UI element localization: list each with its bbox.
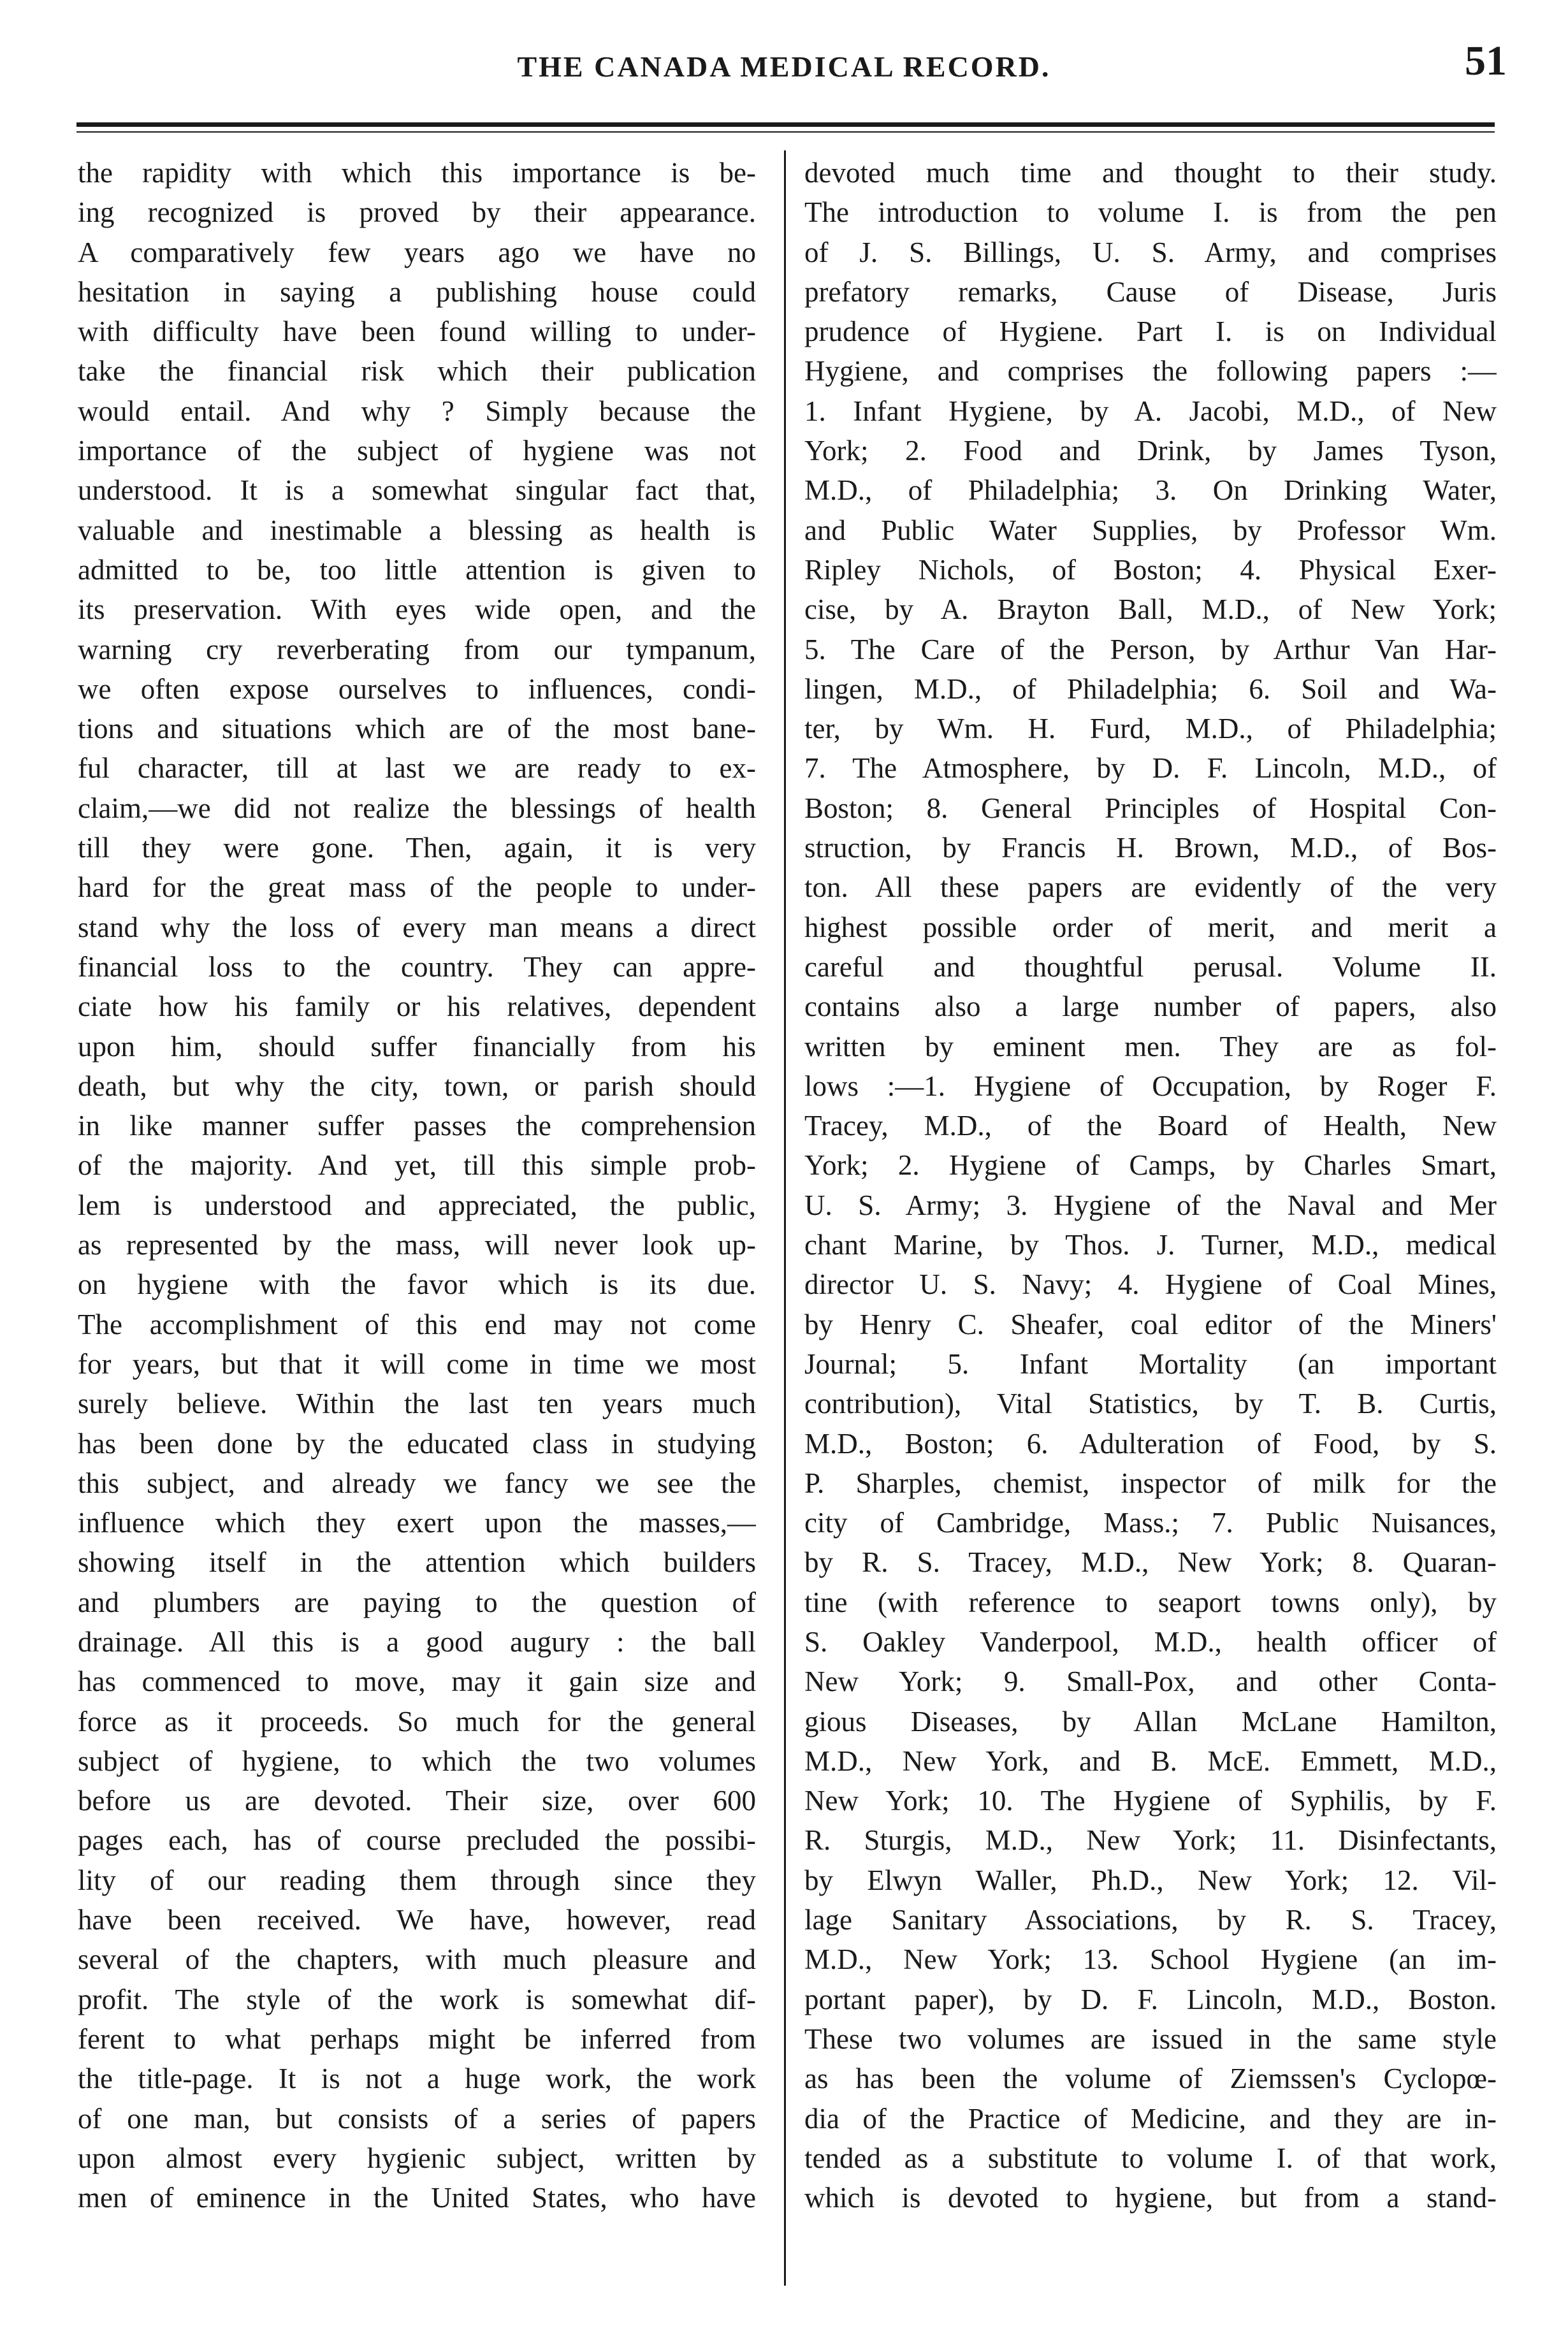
text-line: on hygiene with the favor which is its due. [78, 1268, 756, 1301]
text-line: financial loss to the country. They can appre- [78, 950, 756, 983]
text-line: 7. The Atmosphere, by D. F. Lincoln, M.D., of [804, 752, 1497, 785]
text-line: ferent to what perhaps might be inferred from [78, 2022, 756, 2055]
text-line: of one man, but consists of a series of papers [78, 2102, 756, 2135]
page-header [0, 0, 1568, 127]
column-divider [784, 150, 786, 2286]
text-line: by Henry C. Sheafer, coal editor of the Miners' [804, 1308, 1497, 1340]
text-line: Boston; 8. General Principles of Hospital Con- [804, 792, 1497, 824]
text-line: cise, by A. Brayton Ball, M.D., of New York; [804, 593, 1497, 626]
text-line: upon almost every hygienic subject, written by [78, 2142, 756, 2174]
text-line: M.D., Boston; 6. Adulteration of Food, by S. [804, 1427, 1497, 1460]
text-line: tended as a substitute to volume I. of that work, [804, 2142, 1497, 2174]
text-line: York; 2. Hygiene of Camps, by Charles Smart, [804, 1149, 1497, 1182]
text-line: hard for the great mass of the people to under- [78, 871, 756, 904]
text-line: death, but why the city, town, or parish should [78, 1070, 756, 1102]
text-line: surely believe. Within the last ten years much [78, 1388, 756, 1420]
text-line: we often expose ourselves to influences, condi- [78, 672, 756, 705]
text-line: These two volumes are issued in the same style [804, 2022, 1497, 2055]
left-column [78, 153, 756, 2217]
text-line: and plumbers are paying to the question of [78, 1586, 756, 1618]
text-line: M.D., of Philadelphia; 3. On Drinking Water, [804, 474, 1497, 507]
text-line: struction, by Francis H. Brown, M.D., of Bos- [804, 832, 1497, 864]
text-line: till they were gone. Then, again, it is very [78, 832, 756, 864]
text-line: stand why the loss of every man means a direct [78, 911, 756, 943]
text-line: New York; 10. The Hygiene of Syphilis, by F. [804, 1785, 1497, 1817]
text-line: The accomplishment of this end may not come [78, 1308, 756, 1340]
text-line: warning cry reverberating from our tympanum, [78, 633, 756, 665]
text-line: this subject, and already we fancy we see the [78, 1467, 756, 1499]
text-line: director U. S. Navy; 4. Hygiene of Coal Mines, [804, 1268, 1497, 1301]
text-line: profit. The style of the work is somewhat dif- [78, 1983, 756, 2015]
text-line: hesitation in saying a publishing house could [78, 275, 756, 308]
text-line: drainage. All this is a good augury : the ball [78, 1625, 756, 1658]
text-line: written by eminent men. They are as fol- [804, 1030, 1497, 1063]
text-line: A comparatively few years ago we have no [78, 236, 756, 268]
text-line: lem is understood and appreciated, the public, [78, 1189, 756, 1221]
text-line: and Public Water Supplies, by Professor Wm. [804, 514, 1497, 546]
text-line: ter, by Wm. H. Furd, M.D., of Philadelphia; [804, 713, 1497, 745]
text-line: of J. S. Billings, U. S. Army, and comprises [804, 236, 1497, 268]
text-line: gious Diseases, by Allan McLane Hamilton, [804, 1705, 1497, 1738]
text-line: R. Sturgis, M.D., New York; 11. Disinfectants, [804, 1824, 1497, 1857]
text-line: lage Sanitary Associations, by R. S. Tracey, [804, 1904, 1497, 1936]
text-line: the rapidity with which this importance is be- [78, 157, 756, 189]
text-line: force as it proceeds. So much for the general [78, 1705, 756, 1738]
text-line: lingen, M.D., of Philadelphia; 6. Soil and Wa- [804, 672, 1497, 705]
text-line: claim,—we did not realize the blessings of health [78, 792, 756, 824]
text-line: contains also a large number of papers, also [804, 990, 1497, 1023]
text-line: city of Cambridge, Mass.; 7. Public Nuisances, [804, 1507, 1497, 1539]
text-line: ing recognized is proved by their appearance. [78, 196, 756, 229]
text-line: upon him, should suffer financially from his [78, 1030, 756, 1063]
text-line: the title-page. It is not a huge work, the work [78, 2063, 756, 2095]
text-line: would entail. And why ? Simply because the [78, 395, 756, 427]
text-line: 5. The Care of the Person, by Arthur Van Har- [804, 633, 1497, 665]
text-line: Ripley Nichols, of Boston; 4. Physical Exer- [804, 553, 1497, 586]
text-line: chant Marine, by Thos. J. Turner, M.D., medical [804, 1229, 1497, 1261]
text-line: ciate how his family or his relatives, dependent [78, 990, 756, 1023]
text-line: in like manner suffer passes the comprehension [78, 1110, 756, 1142]
text-line: as represented by the mass, will never look up- [78, 1229, 756, 1261]
text-line: for years, but that it will come in time we most [78, 1347, 756, 1380]
text-line: ful character, till at last we are ready to ex- [78, 752, 756, 785]
text-line: have been received. We have, however, read [78, 1904, 756, 1936]
header-rule-thick [76, 122, 1495, 127]
text-line: M.D., New York, and B. McE. Emmett, M.D., [804, 1745, 1497, 1777]
running-title: THE CANADA MEDICAL RECORD. [517, 50, 1051, 83]
header-rule-thin [76, 131, 1495, 133]
text-line: portant paper), by D. F. Lincoln, M.D., Boston. [804, 1983, 1497, 2015]
text-line: by R. S. Tracey, M.D., New York; 8. Quaran- [804, 1546, 1497, 1579]
text-line: ton. All these papers are evidently of the very [804, 871, 1497, 904]
text-line: understood. It is a somewhat singular fact that, [78, 474, 756, 507]
text-line: dia of the Practice of Medicine, and they are in- [804, 2102, 1497, 2135]
text-line: take the financial risk which their publication [78, 355, 756, 388]
text-line: contribution), Vital Statistics, by T. B. Curtis, [804, 1388, 1497, 1420]
text-line: influence which they exert upon the masses,— [78, 1507, 756, 1539]
text-line: prefatory remarks, Cause of Disease, Juris [804, 275, 1497, 308]
text-line: 1. Infant Hygiene, by A. Jacobi, M.D., of New [804, 395, 1497, 427]
text-line: has commenced to move, may it gain size and [78, 1665, 756, 1698]
text-line: admitted to be, too little attention is given to [78, 553, 756, 586]
text-line: as has been the volume of Ziemssen's Cyclopœ- [804, 2063, 1497, 2095]
text-line: Tracey, M.D., of the Board of Health, New [804, 1110, 1497, 1142]
text-line: careful and thoughtful perusal. Volume II. [804, 950, 1497, 983]
text-line: subject of hygiene, to which the two volumes [78, 1745, 756, 1777]
text-line: New York; 9. Small-Pox, and other Conta- [804, 1665, 1497, 1698]
text-line: M.D., New York; 13. School Hygiene (an im- [804, 1943, 1497, 1976]
text-line: pages each, has of course precluded the possibi- [78, 1824, 756, 1857]
text-line: has been done by the educated class in studying [78, 1427, 756, 1460]
text-line: with difficulty have been found willing to under- [78, 316, 756, 348]
text-line: which is devoted to hygiene, but from a stand- [804, 2182, 1497, 2214]
text-line: devoted much time and thought to their study. [804, 157, 1497, 189]
text-line: importance of the subject of hygiene was not [78, 435, 756, 467]
text-line: highest possible order of merit, and merit a [804, 911, 1497, 943]
text-line: by Elwyn Waller, Ph.D., New York; 12. Vil- [804, 1864, 1497, 1896]
text-line: lows :—1. Hygiene of Occupation, by Roger F. [804, 1070, 1497, 1102]
text-line: its preservation. With eyes wide open, and the [78, 593, 756, 626]
text-line: lity of our reading them through since they [78, 1864, 756, 1896]
text-line: tions and situations which are of the most bane- [78, 713, 756, 745]
right-column [804, 153, 1497, 2217]
text-line: Journal; 5. Infant Mortality (an important [804, 1347, 1497, 1380]
text-line: before us are devoted. Their size, over 600 [78, 1785, 756, 1817]
text-line: The introduction to volume I. is from the pen [804, 196, 1497, 229]
text-line: showing itself in the attention which builders [78, 1546, 756, 1579]
text-line: York; 2. Food and Drink, by James Tyson, [804, 435, 1497, 467]
text-line: U. S. Army; 3. Hygiene of the Naval and Mer [804, 1189, 1497, 1221]
text-line: tine (with reference to seaport towns only), by [804, 1586, 1497, 1618]
text-line: several of the chapters, with much pleasure and [78, 1943, 756, 1976]
text-line: of the majority. And yet, till this simple prob- [78, 1149, 756, 1182]
text-line: Hygiene, and comprises the following papers :— [804, 355, 1497, 388]
text-line: S. Oakley Vanderpool, M.D., health officer of [804, 1625, 1497, 1658]
text-line: prudence of Hygiene. Part I. is on Individual [804, 316, 1497, 348]
text-line: P. Sharples, chemist, inspector of milk for the [804, 1467, 1497, 1499]
text-line: valuable and inestimable a blessing as health is [78, 514, 756, 546]
page-number: 51 [1465, 38, 1507, 84]
text-line: men of eminence in the United States, who have [78, 2182, 756, 2214]
